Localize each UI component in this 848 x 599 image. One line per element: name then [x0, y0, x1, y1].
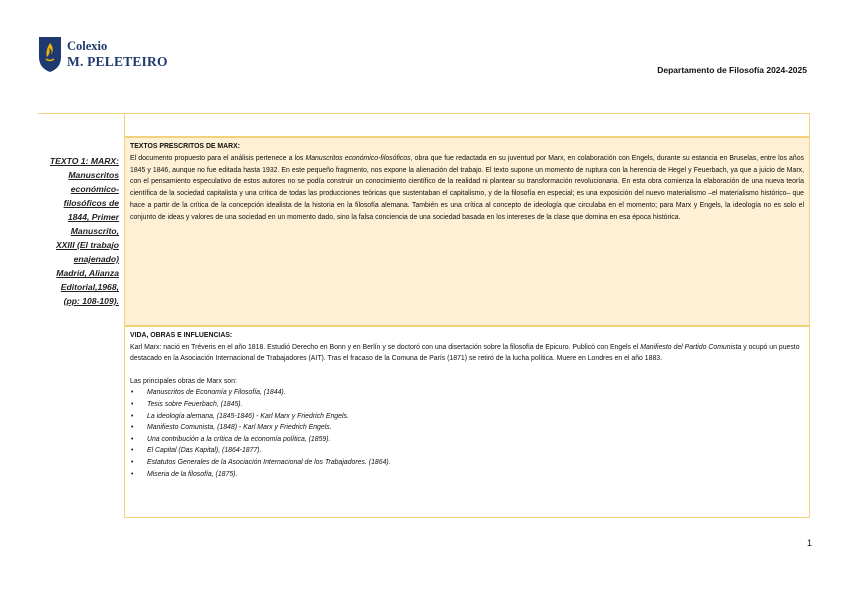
page-number: 1: [806, 538, 812, 548]
reference-line: económico-: [70, 184, 119, 194]
reference-line: filosóficos de: [63, 198, 119, 208]
table-top-row: [124, 113, 810, 137]
paragraph-italic: Manifiesto del Partido Comunista: [640, 343, 742, 351]
bullet: •: [131, 447, 134, 455]
text-reference: [40, 154, 119, 308]
department-title: Departamento de Filosofía 2024-2025: [657, 65, 807, 75]
prescribed-texts-section: [124, 137, 810, 326]
biography-paragraph: [130, 342, 804, 365]
bullet: •: [131, 424, 134, 432]
works-list: [130, 387, 804, 480]
reference-line: XXIII (El trabajo: [55, 240, 119, 250]
reference-line: Madrid, Alianza: [56, 268, 119, 278]
bullet: •: [131, 470, 134, 478]
paragraph-text: El documento propuesto para el análisis pertenece a los: [130, 154, 306, 162]
list-item: [130, 387, 804, 399]
list-item: [130, 469, 804, 481]
reference-line: Manuscritos: [68, 170, 119, 180]
logo-text: [67, 38, 168, 70]
bullet: •: [131, 435, 134, 443]
work-title: Miseria de la filosofía, (1875).: [147, 470, 238, 478]
logo-line-2: M. PELETEIRO: [67, 54, 168, 69]
section-paragraph: [130, 153, 804, 224]
section-heading: VIDA, OBRAS E INFLUENCIAS:: [130, 332, 233, 339]
reference-line: (pp: 108-109).: [63, 296, 119, 306]
paragraph-text: y ocupó un puesto destacado en la Asociación Internacional de Trabajadores (AIT). Tras el fracaso de la Comuna de París (1871) se retiró de la lucha política. Muere en Londres en el año 1883.: [130, 343, 800, 363]
work-title: La ideología alemana, (1845-1846) - Karl Marx y Friedrich Engels.: [147, 412, 349, 420]
reference-line: Manuscrito,: [70, 226, 119, 236]
list-item: [130, 399, 804, 411]
school-logo: [38, 35, 168, 73]
shield-flame-icon: [38, 35, 62, 73]
bullet: •: [131, 389, 134, 397]
work-title: Manifiesto Comunista, (1848) - Karl Marx y Friedrich Engels.: [147, 424, 332, 432]
works-intro: Las principales obras de Marx son:: [130, 377, 237, 385]
paragraph-text: Karl Marx: nació en Tréveris en el año 1818. Estudió Derecho en Bonn y en Berlín y se doctoró con una disertación sobre la filosofía de Epicuro. Publicó con Engels el: [130, 343, 641, 351]
bullet: •: [131, 412, 134, 420]
work-title: Manuscritos de Economía y Filosofía, (1844).: [147, 389, 286, 397]
reference-line: enajenado): [73, 254, 119, 264]
logo-line-1: Colexio: [67, 39, 108, 53]
reference-line: Editorial,1968,: [60, 282, 119, 292]
biography-section: [124, 326, 810, 518]
reference-line: TEXTO 1: MARX:: [49, 156, 119, 166]
section-heading: TEXTOS PRESCRITOS DE MARX:: [130, 143, 241, 150]
list-item: [130, 411, 804, 423]
work-title: El Capital (Das Kapital), (1864-1877).: [147, 447, 262, 455]
work-title: Tesis sobre Feuerbach, (1845).: [147, 400, 243, 408]
paragraph-italic: Manuscritos económico-filosóficos: [305, 154, 411, 162]
bullet: •: [131, 458, 134, 466]
work-title: Estatutos Generales de la Asociación Internacional de los Trabajadores. (1864).: [147, 458, 391, 466]
list-item: [130, 457, 804, 469]
paragraph-text: , obra que fue redactada en su juventud por Marx, en colaboración con Engels, durante su estancia en Bruselas, entre los años 1845 y 1846, aunque no fue editada hasta 1932. En este pequeño fragmento, nos expone la alienación del trabajo. El texto supone un momento de ruptura con la herencia de Hegel y Feuerbach, ya que a juicio de Marx, con el pensamiento especulativo de estos autores no se podía construir un conocimiento científico de la realidad ni plantear su transformación revolucionaria. En esta obra comienza la elaboración de una nueva teoría científica de la sociedad capitalista y una crítica de todas las producciones teóricas que sustentaban el capitalismo, y de la filosofía en especial; es una exposición del nuevo materialismo –el materialismo histórico– que hace a partir de la crítica de la concepción idealista de la historia en la filosofía alemana. También es una crítica al concepto de ideología que circulaba en el momento; para Marx y Engels, la ideología no es solo el conjunto de ideas y valores de una sociedad en un momento dado, sino la falsa conciencia de una sociedad basada en los intereses de la clase que domina en esa época histórica.: [130, 154, 804, 221]
list-item: [130, 422, 804, 434]
spacer: [130, 365, 804, 376]
list-item: [130, 445, 804, 457]
reference-line: 1844, Primer: [67, 212, 119, 222]
bullet: •: [131, 400, 134, 408]
work-title: Una contribución a la crítica de la economía política, (1859).: [147, 435, 331, 443]
list-item: [130, 434, 804, 446]
